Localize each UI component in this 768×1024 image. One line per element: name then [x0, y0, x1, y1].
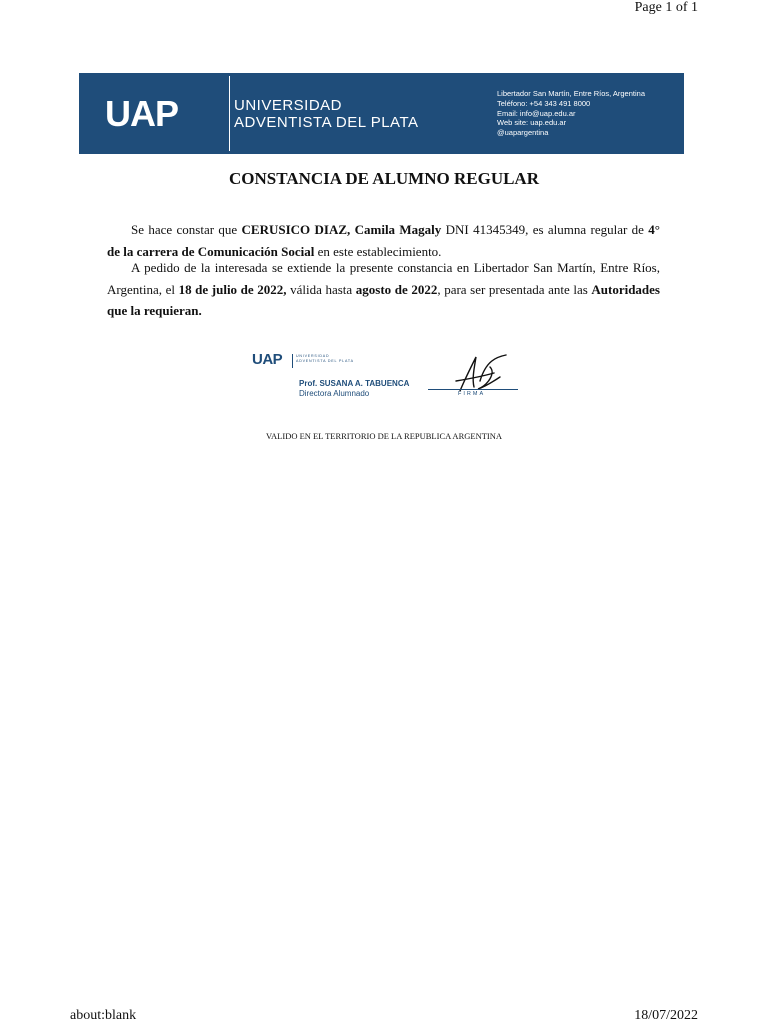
signature-block [250, 351, 520, 401]
signature-logo-divider [292, 354, 293, 368]
document-title: CONSTANCIA DE ALUMNO REGULAR [229, 169, 539, 188]
contact-phone: Teléfono: +54 343 491 8000 [497, 98, 591, 108]
print-date: 18/07/2022 [634, 1008, 698, 1023]
page-count: Page 1 of 1 [634, 0, 698, 15]
contact-address: Libertador San Martín, Entre Ríos, Argentina [497, 89, 645, 98]
signature-university-name: UNIVERSIDAD ADVENTISTA DEL PLATA [296, 354, 354, 363]
course-info: 4° de la carrera de Comunicación Social [107, 222, 660, 259]
contact-website: Web site: uap.edu.ar [497, 118, 567, 128]
uap-logo: UAP [105, 93, 179, 134]
paragraph-enrollment: Se hace constar que CERUSICO DIAZ, Camila Magaly DNI 41345349, es alumna regular de 4° de la carrera de Comunicación Social en este establecimiento. [107, 222, 660, 259]
page-url: about:blank [70, 1008, 137, 1023]
student-name: CERUSICO DIAZ, Camila Magaly [241, 222, 442, 237]
signature-line [428, 389, 518, 390]
valid-until: agosto de 2022 [355, 281, 438, 297]
issue-date: 18 de julio de 2022, [178, 281, 287, 297]
university-name-line1: UNIVERSIDAD [234, 97, 343, 114]
signatory-role: Directora Alumnado [299, 389, 370, 398]
contact-social: @uapargentina [497, 128, 549, 138]
university-name [234, 97, 419, 131]
university-name-line2: ADVENTISTA DEL PLATA [234, 114, 419, 131]
contact-info [497, 89, 645, 138]
paragraph-validity: A pedido de la interesada se extiende la presente constancia en Libertador San Martín, Entre Ríos, Argentina, el 18 de julio de 2022, válida hasta agosto de 2022, para ser presentada ante las Autoridades que la requieran. [107, 260, 660, 318]
signature-uap-logo: UAP [252, 351, 283, 368]
firma-label: FIRMA [458, 391, 486, 397]
letterhead-banner [79, 73, 684, 154]
authorities: Autoridades que la requieran. [107, 281, 660, 318]
banner-divider [229, 76, 230, 151]
contact-email: Email: info@uap.edu.ar [497, 108, 576, 118]
signatory-name: Prof. SUSANA A. TABUENCA [299, 379, 410, 388]
validity-notice: VALIDO EN EL TERRITORIO DE LA REPUBLICA ARGENTINA [265, 431, 503, 441]
